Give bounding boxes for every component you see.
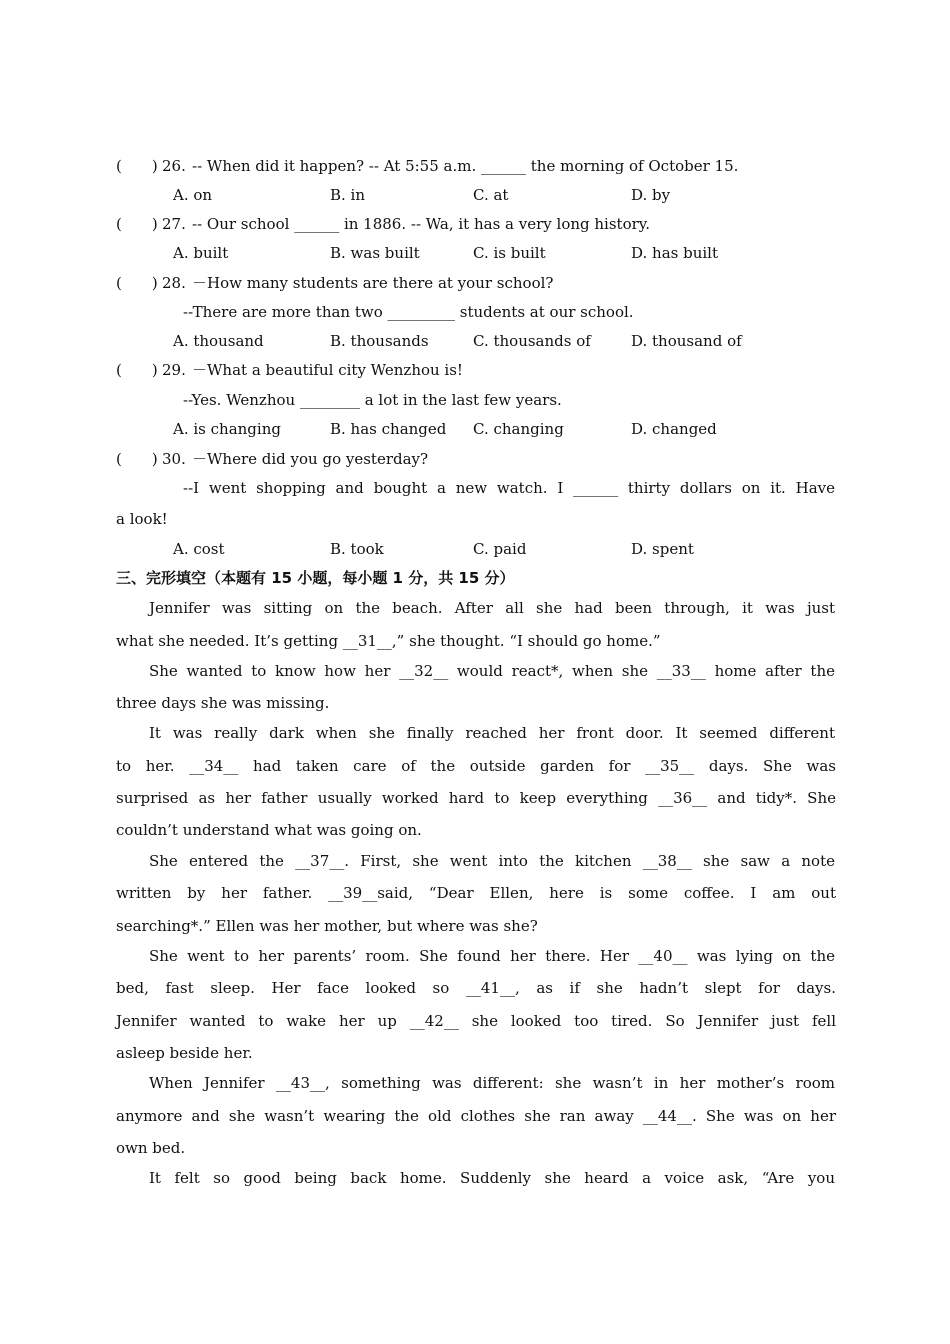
option-a: A. thousand: [173, 332, 264, 350]
option-c: C. changing: [473, 420, 564, 438]
passage-line: written by her father. __39__said, “Dear Ellen, here is some coffee. I am out: [116, 884, 836, 902]
answer-bracket: ( ): [116, 215, 158, 233]
option-b: B. has changed: [330, 420, 447, 438]
answer-bracket: ( ): [116, 157, 158, 175]
question-29: [116, 360, 836, 380]
option-b: B. took: [330, 540, 384, 558]
question-30: [116, 449, 836, 469]
passage-line: She entered the __37__. First, she went into the kitchen __38__ she saw a note: [149, 852, 835, 870]
passage-line: what she needed. It’s getting __31__,” she thought. “I should go home.”: [116, 632, 661, 650]
question-28: [116, 273, 836, 293]
question-30-reply-cont: a look!: [116, 510, 168, 528]
question-number: 29.: [162, 361, 186, 379]
passage-line: She went to her parents’ room. She found her there. Her __40__ was lying on the: [149, 947, 835, 965]
option-a: A. is changing: [173, 420, 281, 438]
answer-bracket: ( ): [116, 274, 158, 292]
passage-line: Jennifer was sitting on the beach. After all she had been through, it was just: [149, 599, 835, 617]
option-b: B. was built: [330, 244, 420, 262]
passage-line: own bed.: [116, 1139, 186, 1157]
option-b: B. thousands: [330, 332, 429, 350]
option-d: D. has built: [631, 244, 718, 262]
option-c: C. is built: [473, 244, 546, 262]
passage-line: bed, fast sleep. Her face looked so __41__, as if she hadn’t slept for days.: [116, 979, 836, 997]
passage-line: asleep beside her.: [116, 1044, 253, 1062]
question-number: 28.: [162, 274, 186, 292]
passage-line: Jennifer wanted to wake her up __42__ she looked too tired. So Jennifer just fell: [116, 1012, 836, 1030]
question-text: -- When did it happen? -- At 5:55 a.m. ______ the morning of October 15.: [192, 157, 739, 175]
passage-line: anymore and she wasn’t wearing the old clothes she ran away __44__. She was on her: [116, 1107, 836, 1125]
question-number: 26.: [162, 157, 186, 175]
question-number: 30.: [162, 450, 186, 468]
option-b: B. in: [330, 186, 366, 204]
passage-line: When Jennifer __43__, something was different: she wasn’t in her mother’s room: [149, 1074, 835, 1092]
answer-bracket: ( ): [116, 361, 158, 379]
passage-line: It felt so good being back home. Suddenly she heard a voice ask, “Are you: [149, 1169, 835, 1187]
passage-line: searching*.” Ellen was her mother, but where was she?: [116, 917, 538, 935]
question-27: [116, 214, 836, 234]
option-c: C. thousands of: [473, 332, 591, 350]
question-text: －What a beautiful city Wenzhou is!: [192, 361, 463, 379]
option-c: C. paid: [473, 540, 527, 558]
passage-line: She wanted to know how her __32__ would react*, when she __33__ home after the: [149, 662, 835, 680]
question-29-reply: --Yes. Wenzhou ________ a lot in the last few years.: [183, 391, 562, 409]
option-c: C. at: [473, 186, 509, 204]
passage-line: couldn’t understand what was going on.: [116, 821, 422, 839]
passage-line: three days she was missing.: [116, 694, 330, 712]
question-26: [116, 156, 836, 176]
option-a: A. cost: [173, 540, 225, 558]
question-text: －Where did you go yesterday?: [192, 450, 429, 468]
section-heading: 三、完形填空（本题有 15 小题，每小题 1 分，共 15 分）: [116, 569, 515, 587]
passage-line: surprised as her father usually worked hard to keep everything __36__ and tidy*. She: [116, 789, 836, 807]
question-text: -- Our school ______ in 1886. -- Wa, it has a very long history.: [192, 215, 651, 233]
option-d: D. spent: [631, 540, 694, 558]
answer-bracket: ( ): [116, 450, 158, 468]
option-d: D. changed: [631, 420, 717, 438]
option-d: D. by: [631, 186, 671, 204]
option-a: A. on: [173, 186, 213, 204]
question-number: 27.: [162, 215, 186, 233]
passage-line: to her. __34__ had taken care of the outside garden for __35__ days. She was: [116, 757, 836, 775]
option-d: D. thousand of: [631, 332, 742, 350]
option-a: A. built: [173, 244, 229, 262]
question-30-reply: --I went shopping and bought a new watch. I ______ thirty dollars on it. Have: [183, 479, 835, 497]
question-28-reply: --There are more than two _________ students at our school.: [183, 303, 634, 321]
question-text: －How many students are there at your school?: [192, 274, 554, 292]
passage-line: It was really dark when she finally reached her front door. It seemed different: [149, 724, 835, 742]
